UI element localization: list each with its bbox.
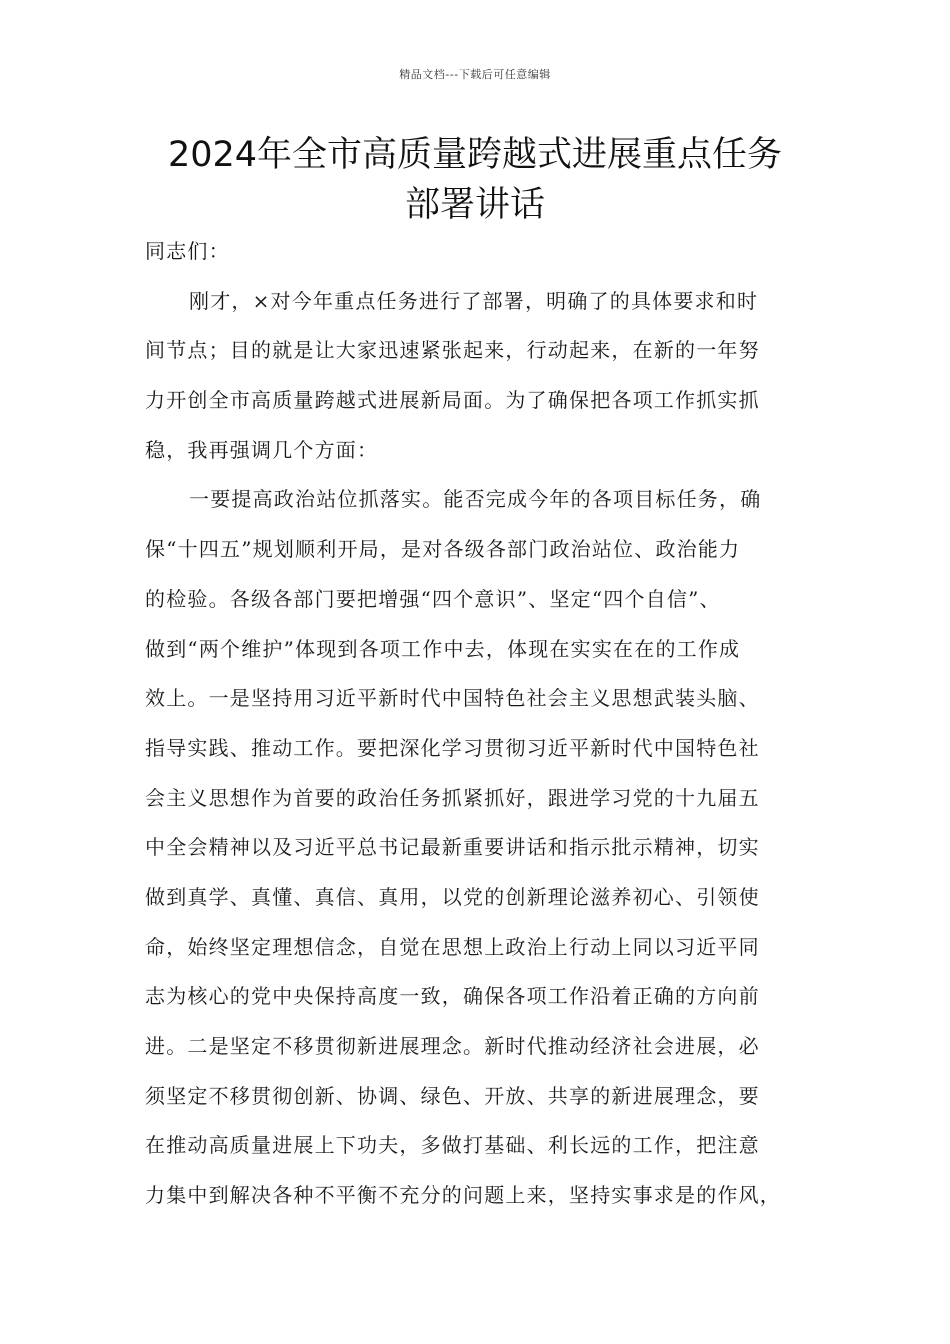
paragraph-line: 一要提高政治站位抓落实。能否完成今年的各项目标任务，确 [189,487,762,512]
paragraph-line: 的检验。各级各部门要把增强“四个意识”、坚定“四个自信”、 [145,586,721,611]
paragraph-line: 在推动高质量进展上下功夫，多做打基础、利长远的工作，把注意 [145,1133,760,1158]
document-body [145,236,810,1230]
paragraph-line: 效上。一是坚持用习近平新时代中国特色社会主义思想武装头脑、 [145,686,760,711]
paragraph-line: 会主义思想作为首要的政治任务抓紧抓好，跟进学习党的十九届五 [145,785,760,810]
title-line: 部署讲话 [404,185,545,225]
paragraph-line: 间节点；目的就是让大家迅速紧张起来，行动起来，在新的一年努 [145,338,760,363]
paragraph-line: 力集中到解决各种不平衡不充分的问题上来，坚持实事求是的作风， [145,1183,781,1208]
paragraph-line: 做到真学、真懂、真信、真用，以党的创新理论滋养初心、引领使 [145,884,760,909]
title-line: 2024年全市高质量跨越式进展重点任务 [167,135,783,175]
paragraph-line: 命，始终坚定理想信念，自觉在思想上政治上行动上同以习近平同 [145,934,760,959]
paragraph-line: 志为核心的党中央保持高度一致，确保各项工作沿着正确的方向前 [145,984,760,1009]
paragraph-line: 中全会精神以及习近平总书记最新重要讲话和指示批示精神，切实 [145,835,760,860]
paragraph-line: 须坚定不移贯彻创新、协调、绿色、开放、共享的新进展理念，要 [145,1083,760,1108]
paragraph-line: 力开创全市高质量跨越式进展新局面。为了确保把各项工作抓实抓 [145,388,760,413]
paragraph-line: 指导实践、推动工作。要把深化学习贯彻习近平新时代中国特色社 [145,735,760,760]
paragraph-line: 保“十四五”规划顺利开局，是对各级各部门政治站位、政治能力 [145,537,741,562]
paragraph-line: 稳，我再强调几个方面： [145,437,379,462]
paragraph-line: 做到“两个维护”体现到各项工作中去，体现在实实在在的工作成 [145,636,741,661]
document-title [120,130,830,230]
paragraph-line: 刚才，×对今年重点任务进行了部署，明确了的具体要求和时 [189,288,759,313]
paragraph-line: 进。二是坚定不移贯彻新进展理念。新时代推动经济社会进展，必 [145,1034,760,1058]
page-header-note: 精品文档---下载后可任意编辑 [399,68,551,81]
salutation: 同志们： [145,239,230,263]
